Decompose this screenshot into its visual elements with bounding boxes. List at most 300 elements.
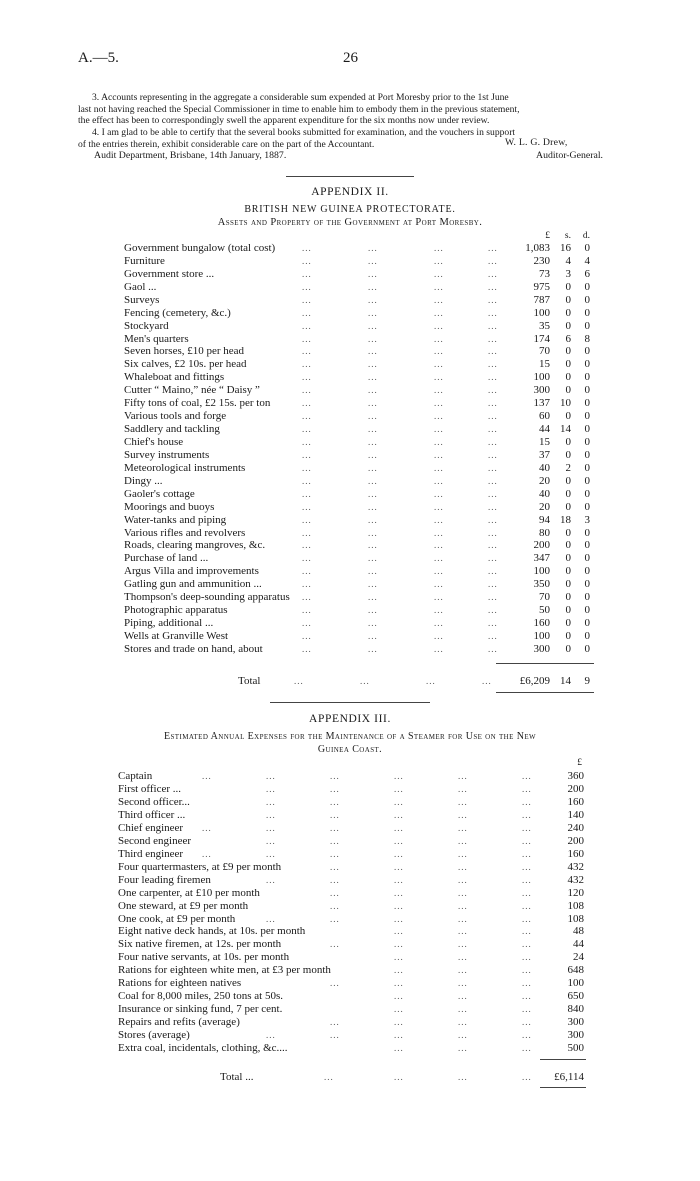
expense-value: 650 [567, 990, 584, 1003]
asset-pounds: 160 [533, 617, 550, 629]
leader-dots: ... [394, 952, 404, 963]
asset-pence: 0 [584, 448, 590, 461]
leader-dots: ... [368, 411, 378, 422]
asset-shillings: 0 [565, 319, 571, 332]
leader-dots: ... [522, 822, 532, 833]
leader-dots: ... [394, 784, 404, 794]
asset-label: Gaoler's cottage [124, 487, 195, 500]
leader-dots: ... [434, 372, 444, 383]
asset-pence: 0 [584, 371, 590, 384]
total-pounds: £6,209 [519, 675, 550, 687]
expense-label: One carpenter, at £10 per month [118, 886, 260, 899]
leader-dots: ... [368, 320, 378, 331]
asset-row [124, 371, 604, 384]
paragraph-line: last not having reached the Special Commissioner in time to enable him to embody them in the previous statement, [78, 103, 520, 115]
asset-pounds: 174 [533, 332, 550, 345]
leader-dots: ... [368, 243, 378, 253]
total-value: £6,114 [554, 1071, 584, 1083]
asset-row [124, 384, 604, 397]
asset-pounds: 300 [533, 384, 550, 397]
leader-dots: ... [434, 630, 444, 641]
leader-dots: ... [302, 540, 312, 551]
leader-dots: ... [488, 618, 498, 628]
leader-dots: ... [488, 411, 498, 422]
leader-dots: ... [368, 527, 378, 538]
asset-pence: 0 [584, 319, 590, 332]
leader-dots: ... [368, 294, 378, 305]
leader-dots: ... [522, 1072, 532, 1082]
leader-dots: ... [434, 566, 444, 577]
asset-pounds: 200 [533, 539, 550, 552]
asset-label: Thompson's deep-sounding apparatus [124, 591, 290, 604]
expense-row [118, 822, 598, 835]
leader-dots: ... [458, 822, 468, 833]
expense-value: 240 [567, 821, 584, 834]
asset-shillings: 0 [565, 448, 571, 461]
expense-label: Eight native deck hands, at 10s. per month [118, 925, 306, 938]
paragraph-line: the effect has been to correspondingly swell the apparent expenditure for the six months now under review. [78, 115, 490, 127]
leader-dots: ... [458, 939, 468, 950]
leader-dots: ... [368, 462, 378, 473]
leader-dots: ... [302, 630, 312, 641]
appendix-3-title: APPENDIX III. [309, 713, 391, 725]
leader-dots: ... [330, 822, 340, 833]
asset-pence: 0 [584, 461, 590, 474]
total-rule [540, 1087, 586, 1088]
asset-shillings: 0 [565, 293, 571, 306]
expense-row [118, 1029, 598, 1042]
leader-dots: ... [368, 255, 378, 266]
asset-pounds: 787 [533, 293, 550, 306]
leader-dots: ... [368, 281, 378, 292]
leader-dots: ... [488, 514, 498, 525]
leader-dots: ... [330, 1017, 340, 1027]
leader-dots: ... [458, 848, 468, 859]
asset-pence: 0 [584, 280, 590, 293]
asset-row [124, 501, 604, 514]
leader-dots: ... [302, 449, 312, 460]
asset-pounds: 50 [539, 604, 550, 616]
leader-dots: ... [368, 643, 378, 654]
leader-dots: ... [488, 462, 498, 473]
leader-dots: ... [202, 848, 212, 859]
expense-row [118, 887, 598, 900]
asset-pounds: 100 [533, 629, 550, 642]
leader-dots: ... [394, 796, 404, 807]
expense-value: 200 [567, 834, 584, 847]
leader-dots: ... [458, 952, 468, 963]
asset-pence: 0 [584, 397, 590, 410]
asset-shillings: 0 [565, 474, 571, 487]
leader-dots: ... [330, 978, 340, 989]
page-number: 26 [343, 50, 358, 66]
expense-row [118, 770, 598, 783]
asset-pounds: 37 [539, 448, 550, 461]
asset-label: Stockyard [124, 319, 169, 332]
leader-dots: ... [302, 501, 312, 512]
expense-label: Four leading firemen [118, 873, 211, 886]
asset-pence: 0 [584, 306, 590, 319]
expense-label: Third engineer [118, 847, 184, 860]
leader-dots: ... [458, 978, 468, 989]
leader-dots: ... [458, 835, 468, 846]
expense-row [118, 1042, 598, 1055]
asset-pounds: 35 [539, 319, 550, 332]
leader-dots: ... [488, 385, 498, 396]
expense-row [118, 835, 598, 848]
expense-value: 300 [567, 1029, 584, 1041]
asset-pence: 0 [584, 358, 590, 371]
leader-dots: ... [458, 913, 468, 924]
asset-pence: 0 [584, 500, 590, 513]
leader-dots: ... [488, 346, 498, 357]
asset-row [124, 255, 604, 268]
expense-row [118, 990, 598, 1003]
leader-dots: ... [434, 333, 444, 344]
asset-shillings: 0 [565, 604, 571, 616]
expense-label: Six native firemen, at 12s. per month [118, 938, 282, 951]
leader-dots: ... [294, 676, 304, 686]
asset-pounds: 230 [533, 254, 550, 267]
leader-dots: ... [522, 1043, 532, 1053]
leader-dots: ... [488, 592, 498, 603]
asset-shillings: 4 [565, 254, 571, 267]
leader-dots: ... [302, 359, 312, 370]
leader-dots: ... [522, 848, 532, 859]
total-label: Total [238, 675, 261, 687]
asset-row [124, 462, 604, 475]
total-pence: 9 [584, 675, 590, 687]
expense-row [118, 913, 598, 926]
leader-dots: ... [360, 676, 370, 686]
asset-label: Various tools and forge [124, 410, 227, 423]
appendix-2-total-row [124, 674, 604, 688]
appendix-2-heading: Assets and Property of the Government at Port Moresby. [217, 217, 483, 228]
leader-dots: ... [302, 398, 312, 409]
asset-shillings: 0 [565, 578, 571, 591]
expense-row [118, 925, 598, 938]
section-divider [286, 176, 414, 177]
expense-value: 840 [567, 1003, 584, 1016]
expense-value: 108 [567, 899, 584, 912]
asset-row [124, 436, 604, 449]
leader-dots: ... [394, 874, 404, 885]
leader-dots: ... [458, 1017, 468, 1027]
leader-dots: ... [330, 939, 340, 950]
asset-label: Moorings and buoys [124, 500, 215, 513]
asset-pence: 0 [584, 410, 590, 423]
expense-value: 108 [567, 912, 584, 925]
leader-dots: ... [488, 294, 498, 305]
asset-row [124, 397, 604, 410]
asset-pence: 0 [584, 617, 590, 629]
leader-dots: ... [368, 579, 378, 590]
expense-row [118, 951, 598, 964]
leader-dots: ... [368, 553, 378, 564]
expense-value: 140 [567, 808, 584, 821]
asset-shillings: 0 [565, 591, 571, 604]
expense-row [118, 861, 598, 874]
leader-dots: ... [394, 1017, 404, 1027]
leader-dots: ... [368, 424, 378, 434]
asset-pounds: 40 [539, 487, 550, 500]
leader-dots: ... [488, 424, 498, 434]
asset-label: Gatling gun and ammunition ... [124, 578, 262, 591]
asset-label: Wells at Granville West [124, 629, 229, 642]
expense-label: One cook, at £9 per month [118, 912, 236, 925]
appendix-3-heading-line2: Guinea Coast. [317, 744, 383, 755]
asset-row [124, 643, 604, 656]
leader-dots: ... [368, 307, 378, 318]
leader-dots: ... [458, 784, 468, 794]
expense-value: 48 [573, 925, 584, 938]
document-reference: A.—5. [78, 50, 119, 66]
asset-pence: 0 [584, 552, 590, 565]
leader-dots: ... [394, 809, 404, 820]
leader-dots: ... [488, 281, 498, 292]
leader-dots: ... [302, 268, 312, 279]
leader-dots: ... [266, 784, 276, 794]
leader-dots: ... [202, 771, 212, 781]
leader-dots: ... [330, 900, 340, 911]
asset-shillings: 0 [565, 306, 571, 319]
leader-dots: ... [302, 255, 312, 266]
asset-pence: 0 [584, 642, 590, 655]
leader-dots: ... [330, 861, 340, 872]
asset-row [124, 294, 604, 307]
asset-label: Roads, clearing mangroves, &c. [124, 539, 266, 552]
asset-row [124, 307, 604, 320]
asset-row [124, 604, 604, 617]
asset-row [124, 242, 604, 255]
asset-shillings: 10 [560, 397, 571, 410]
asset-pence: 4 [584, 254, 590, 267]
asset-shillings: 14 [560, 423, 571, 435]
leader-dots: ... [368, 359, 378, 370]
leader-dots: ... [434, 294, 444, 305]
asset-shillings: 18 [560, 513, 571, 526]
leader-dots: ... [488, 268, 498, 279]
leader-dots: ... [522, 952, 532, 963]
asset-label: Gaol ... [124, 280, 157, 293]
asset-pounds: 20 [539, 474, 550, 487]
leader-dots: ... [368, 333, 378, 344]
leader-dots: ... [522, 784, 532, 794]
leader-dots: ... [368, 488, 378, 499]
asset-pounds: 300 [533, 642, 550, 655]
asset-pence: 0 [584, 293, 590, 306]
paragraph-line: 4. I am glad to be able to certify that the several books submitted for examination, and the vouchers in support [92, 127, 516, 138]
asset-row [124, 410, 604, 423]
leader-dots: ... [394, 926, 404, 937]
leader-dots: ... [458, 796, 468, 807]
leader-dots: ... [426, 676, 436, 686]
asset-shillings: 0 [565, 552, 571, 565]
expense-label: Second engineer [118, 834, 191, 847]
leader-dots: ... [522, 978, 532, 989]
leader-dots: ... [458, 991, 468, 1002]
leader-dots: ... [368, 398, 378, 409]
asset-label: Purchase of land ... [124, 552, 209, 565]
asset-pence: 0 [584, 487, 590, 500]
leader-dots: ... [488, 630, 498, 641]
leader-dots: ... [488, 475, 498, 486]
leader-dots: ... [302, 643, 312, 654]
signature-name: W. L. G. Drew, [505, 137, 568, 148]
column-header-shillings: s. [564, 231, 571, 241]
expense-row [118, 796, 598, 809]
asset-pence: 0 [584, 578, 590, 591]
asset-pence: 0 [584, 435, 590, 448]
leader-dots: ... [434, 643, 444, 654]
expense-label: Rations for eighteen white men, at £3 per month [118, 964, 331, 977]
leader-dots: ... [302, 527, 312, 538]
leader-dots: ... [302, 372, 312, 383]
asset-shillings: 0 [565, 526, 571, 539]
leader-dots: ... [368, 346, 378, 357]
appendix-2-subtitle: BRITISH NEW GUINEA PROTECTORATE. [244, 204, 456, 215]
leader-dots: ... [368, 475, 378, 486]
column-header-pounds: £ [545, 231, 550, 241]
column-header-pence: d. [582, 231, 590, 241]
leader-dots: ... [302, 475, 312, 486]
leader-dots: ... [434, 268, 444, 279]
asset-label: Chief's house [124, 435, 184, 448]
leader-dots: ... [458, 1030, 468, 1040]
asset-shillings: 0 [565, 410, 571, 423]
appendix-3-heading-line1: Estimated Annual Expenses for the Maintenance of a Steamer for Use on the New [163, 731, 537, 742]
leader-dots: ... [394, 848, 404, 859]
leader-dots: ... [458, 1072, 468, 1082]
leader-dots: ... [488, 449, 498, 460]
leader-dots: ... [368, 372, 378, 383]
leader-dots: ... [202, 822, 212, 833]
asset-pence: 0 [584, 539, 590, 552]
leader-dots: ... [302, 462, 312, 473]
asset-pounds: 94 [539, 513, 550, 526]
asset-row [124, 281, 604, 294]
asset-row [124, 423, 604, 436]
leader-dots: ... [368, 605, 378, 615]
leader-dots: ... [488, 333, 498, 344]
asset-row [124, 333, 604, 346]
leader-dots: ... [302, 346, 312, 357]
expense-row [118, 964, 598, 977]
leader-dots: ... [522, 965, 532, 976]
asset-row [124, 345, 604, 358]
asset-row [124, 488, 604, 501]
asset-row [124, 630, 604, 643]
asset-label: Cutter “ Maino,” née “ Daisy ” [124, 384, 260, 397]
asset-label: Various rifles and revolvers [124, 526, 246, 539]
leader-dots: ... [434, 579, 444, 590]
total-rule [496, 663, 594, 664]
asset-label: Furniture [124, 254, 165, 267]
paragraph-line: of the entries therein, exhibit considerable care on the part of the Accountant. [78, 138, 375, 150]
leader-dots: ... [434, 540, 444, 551]
asset-row [124, 514, 604, 527]
asset-label: Whaleboat and fittings [124, 371, 225, 384]
leader-dots: ... [488, 643, 498, 654]
expense-label: First officer ... [118, 783, 182, 795]
leader-dots: ... [434, 514, 444, 525]
leader-dots: ... [434, 618, 444, 628]
asset-shillings: 6 [565, 332, 571, 345]
leader-dots: ... [458, 1004, 468, 1015]
leader-dots: ... [434, 501, 444, 512]
asset-shillings: 0 [565, 539, 571, 552]
asset-pounds: 44 [539, 423, 550, 435]
expense-row [118, 1003, 598, 1016]
asset-row [124, 320, 604, 333]
asset-row [124, 578, 604, 591]
asset-row [124, 527, 604, 540]
leader-dots: ... [394, 991, 404, 1002]
asset-shillings: 0 [565, 345, 571, 358]
leader-dots: ... [458, 771, 468, 781]
asset-row [124, 268, 604, 281]
leader-dots: ... [488, 501, 498, 512]
leader-dots: ... [488, 605, 498, 615]
asset-shillings: 0 [565, 500, 571, 513]
leader-dots: ... [434, 320, 444, 331]
column-header-pounds: £ [577, 758, 582, 768]
asset-row [124, 358, 604, 371]
leader-dots: ... [434, 488, 444, 499]
leader-dots: ... [434, 281, 444, 292]
expense-label: Four native servants, at 10s. per month [118, 951, 290, 964]
leader-dots: ... [324, 1072, 334, 1082]
leader-dots: ... [302, 553, 312, 564]
leader-dots: ... [330, 874, 340, 885]
asset-pounds: 73 [539, 267, 550, 280]
section-divider [270, 702, 430, 703]
leader-dots: ... [394, 822, 404, 833]
expense-value: 360 [567, 770, 584, 782]
leader-dots: ... [488, 566, 498, 577]
asset-label: Water-tanks and piping [124, 513, 227, 526]
asset-pounds: 100 [533, 371, 550, 384]
expense-row [118, 900, 598, 913]
asset-pounds: 100 [533, 565, 550, 578]
asset-pounds: 40 [539, 461, 550, 474]
asset-row [124, 591, 604, 604]
expense-value: 160 [567, 795, 584, 808]
appendix-3-total-row [118, 1070, 598, 1084]
asset-label: Photographic apparatus [124, 604, 228, 616]
total-shillings: 14 [560, 675, 571, 687]
expense-label: Third officer ... [118, 808, 186, 821]
leader-dots: ... [266, 822, 276, 833]
leader-dots: ... [394, 1072, 404, 1082]
leader-dots: ... [330, 835, 340, 846]
leader-dots: ... [302, 243, 312, 253]
asset-label: Men's quarters [124, 332, 189, 345]
asset-label: Piping, additional ... [124, 617, 214, 629]
leader-dots: ... [368, 449, 378, 460]
total-rule [496, 692, 594, 693]
leader-dots: ... [488, 488, 498, 499]
leader-dots: ... [434, 424, 444, 434]
expense-value: 24 [573, 951, 584, 964]
asset-shillings: 2 [565, 461, 571, 474]
asset-label: Meteorological instruments [124, 461, 246, 474]
leader-dots: ... [330, 848, 340, 859]
leader-dots: ... [266, 874, 276, 885]
leader-dots: ... [522, 1017, 532, 1027]
leader-dots: ... [488, 436, 498, 447]
asset-pounds: 15 [539, 435, 550, 448]
